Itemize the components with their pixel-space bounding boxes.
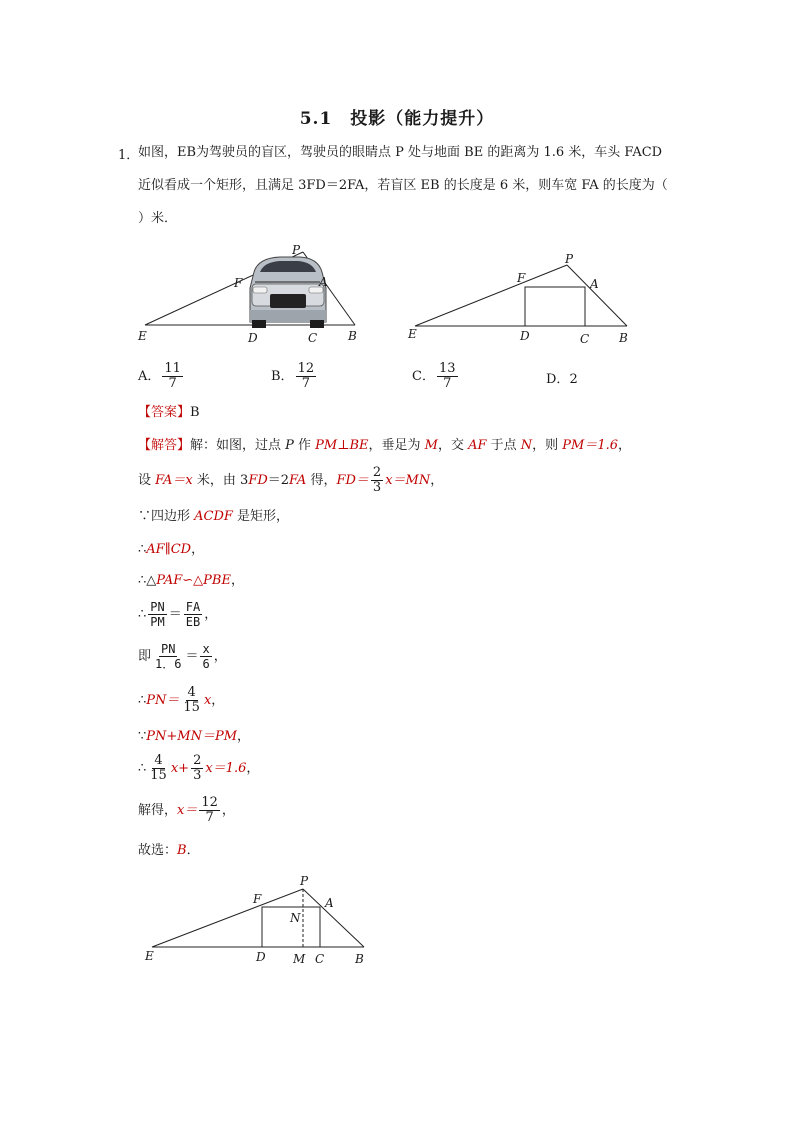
solution-line-9: ∵PN+MN＝PM， bbox=[138, 729, 251, 744]
figure-geometry bbox=[405, 250, 640, 350]
solution-line-8: ∴PN＝ $\frac{4}{15}$ x， bbox=[138, 685, 225, 715]
label-F: F bbox=[517, 271, 526, 285]
solution-line-2: 设 FA＝x 米，由 3FD＝2FA 得，FD＝ $\frac{2}{3}$ x＝MN， bbox=[138, 465, 444, 495]
rectangle-FACD bbox=[525, 287, 585, 326]
label-B: B bbox=[355, 952, 364, 966]
option-a: A． $\frac{11}{7}$ bbox=[138, 361, 181, 391]
label-E: E bbox=[138, 329, 147, 343]
label-A: A bbox=[325, 896, 334, 910]
label-M: M bbox=[293, 952, 306, 966]
answer-tag: 【答案】 bbox=[138, 405, 191, 420]
label-B: B bbox=[619, 331, 628, 345]
label-A: A bbox=[319, 275, 328, 289]
label-D: D bbox=[248, 331, 258, 345]
solution-line-5: ∴△PAF∽△PBE， bbox=[138, 573, 244, 588]
page-title: 5.1 投影（能力提升） bbox=[299, 109, 495, 129]
label-E: E bbox=[408, 327, 417, 341]
label-C: C bbox=[315, 952, 325, 966]
solution-line-1: 【解答】解：如图，过点 P 作 PM⊥BE，垂足为 M，交 AF 于点 N，则 PM＝1.6， bbox=[138, 438, 632, 453]
label-F: F bbox=[253, 892, 262, 906]
label-D: D bbox=[256, 950, 266, 964]
line-PB bbox=[567, 265, 627, 326]
car-image bbox=[250, 257, 326, 328]
label-P: P bbox=[292, 243, 301, 257]
line-EP bbox=[152, 889, 303, 947]
label-D: D bbox=[520, 329, 530, 343]
question-line-3: ）米． bbox=[138, 211, 178, 226]
question-line-2: 近似看成一个矩形，且满足 3FD＝2FA，若盲区 EB 的长度是 6 米，则车宽 FA 的长度为（ bbox=[138, 178, 668, 193]
label-B: B bbox=[348, 329, 357, 343]
figure-solution bbox=[140, 872, 375, 972]
label-C: C bbox=[580, 332, 590, 346]
solution-line-4: ∴AF∥CD， bbox=[138, 542, 205, 557]
solution-line-10: ∴ $\frac{4}{15}$ x+ $\frac{2}{3}$ x＝1.6， bbox=[138, 753, 260, 783]
question-line-1: 如图，EB为驾驶员的盲区，驾驶员的眼睛点 P 处与地面 BE 的距离为 1.6 米，车头 FACD bbox=[138, 145, 663, 160]
option-c: C． $\frac{13}{7}$ bbox=[412, 361, 456, 391]
answer-line bbox=[138, 404, 200, 422]
solution-line-3: ∵四边形 ACDF 是矩形， bbox=[138, 509, 290, 524]
line-EP bbox=[415, 265, 567, 326]
label-N: N bbox=[290, 911, 301, 925]
solution-line-6: ∴ $\frac{PN}{PM}$ ＝ $\frac{FA}{EB}$ ， bbox=[138, 600, 218, 629]
label-F: F bbox=[234, 276, 243, 290]
solution-line-12: 故选：B． bbox=[138, 843, 200, 858]
option-d: D．2 bbox=[546, 372, 578, 387]
figure-car-photo bbox=[130, 240, 370, 345]
label-P: P bbox=[300, 874, 309, 888]
solution-line-11: 解得，x＝ $\frac{12}{7}$ ， bbox=[138, 795, 235, 825]
label-P: P bbox=[565, 252, 574, 266]
label-A: A bbox=[590, 277, 599, 291]
answer-value: B bbox=[190, 405, 200, 420]
option-b: B． $\frac{12}{7}$ bbox=[271, 361, 315, 391]
label-C: C bbox=[308, 331, 318, 345]
question-number: 1． bbox=[118, 148, 140, 163]
solution-line-7: 即 $\frac{PN}{1.6}$ ＝ $\frac{x}{6}$ ， bbox=[138, 642, 227, 671]
label-E: E bbox=[145, 949, 154, 963]
